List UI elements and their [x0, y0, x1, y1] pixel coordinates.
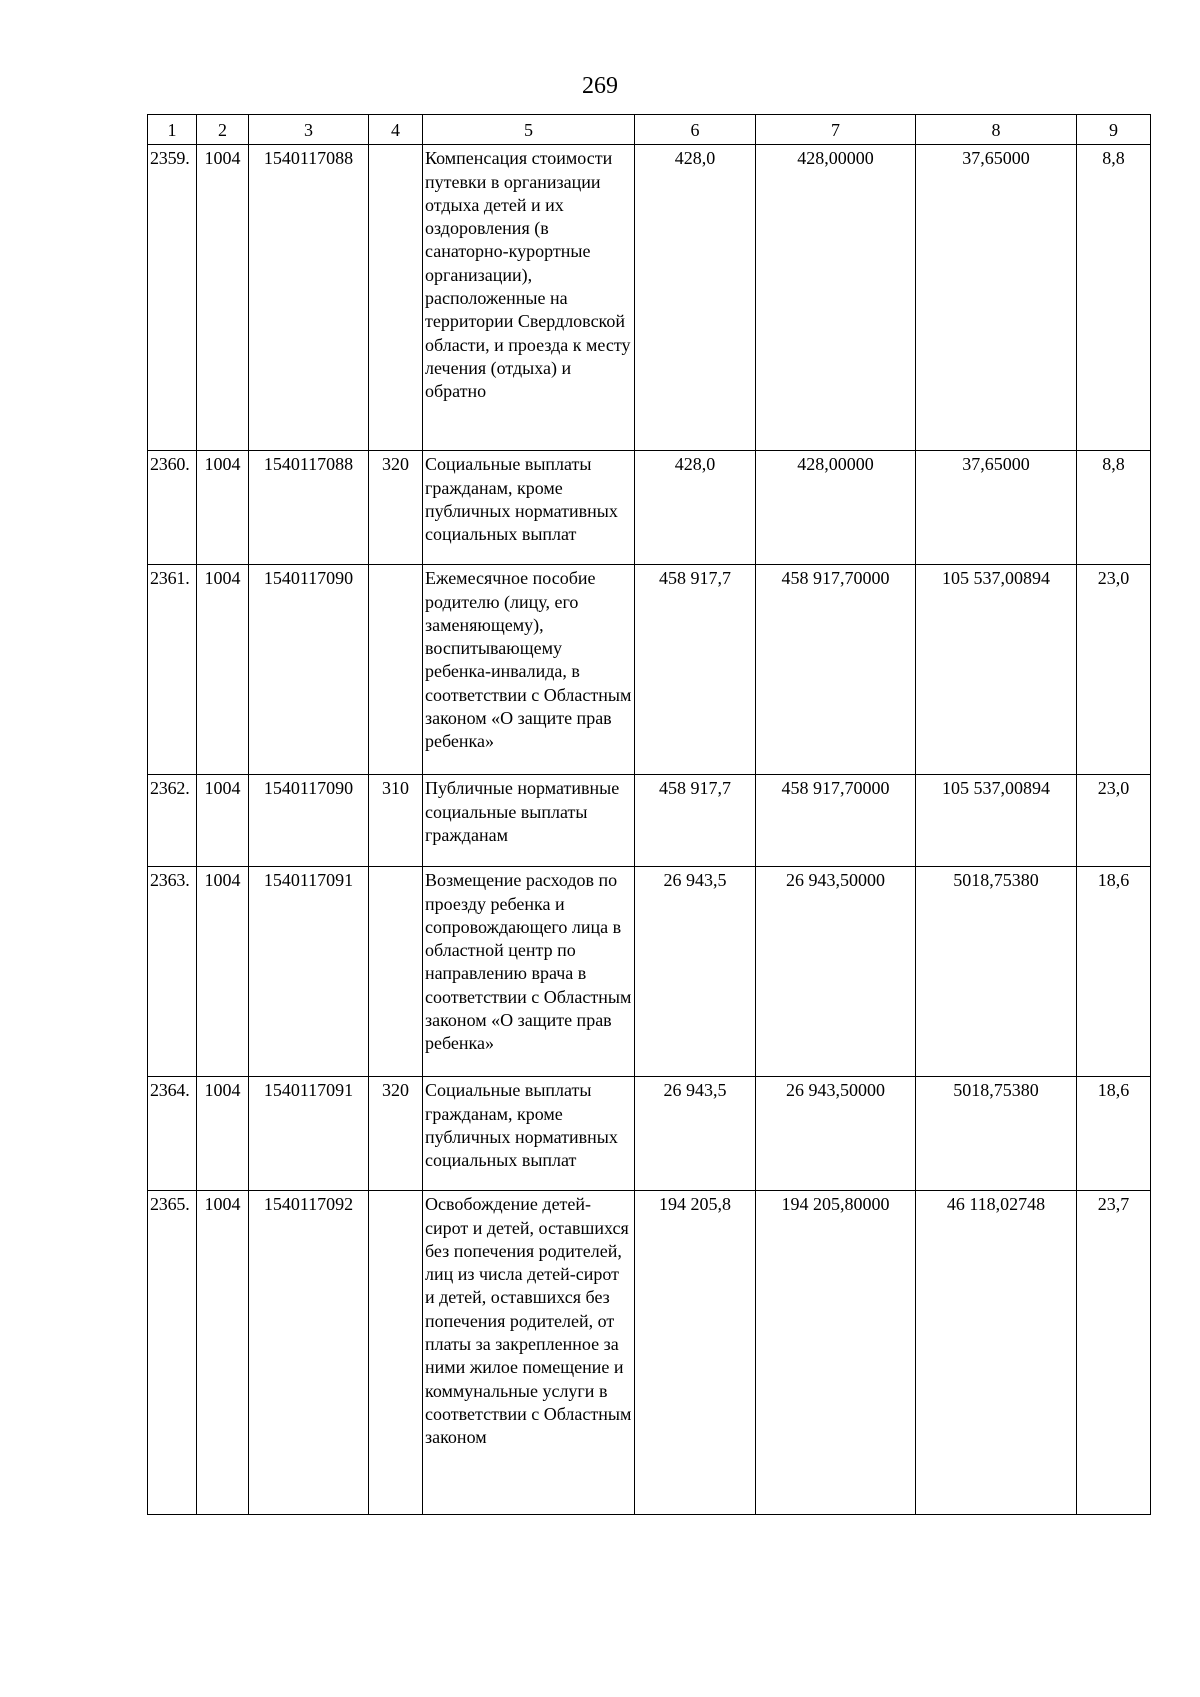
page-number: 269 — [582, 73, 618, 99]
value-col-9: 23,0 — [1077, 565, 1151, 775]
value-col-6: 428,0 — [635, 145, 756, 451]
budget-table — [147, 114, 1151, 1515]
row-number: 2365. — [148, 1191, 197, 1515]
table-row — [148, 867, 1151, 1077]
value-col-9: 18,6 — [1077, 867, 1151, 1077]
item-name: Ежемесячное пособие родителю (лицу, его заменяющему), воспитывающему ребенка-инвалида, в соответствии с Областным законом «О защите прав ребенка» — [423, 565, 635, 775]
column-header: 5 — [423, 115, 635, 145]
row-number: 2360. — [148, 451, 197, 565]
row-number: 2363. — [148, 867, 197, 1077]
column-header: 8 — [916, 115, 1077, 145]
expense-type-code — [369, 565, 423, 775]
column-header: 4 — [369, 115, 423, 145]
value-col-7: 26 943,50000 — [756, 1077, 916, 1191]
section-code: 1004 — [197, 145, 249, 451]
expense-type-code: 310 — [369, 775, 423, 867]
item-name: Освобождение детей-сирот и детей, оставшихся без попечения родителей, лиц из числа детей-сирот и детей, оставшихся без попечения родителей, от платы за закрепленное за ними жилое помещение и коммунальные услуги в соответствии с Областным законом — [423, 1191, 635, 1515]
header-row — [148, 115, 1151, 145]
value-col-8: 46 118,02748 — [916, 1191, 1077, 1515]
target-article-code: 1540117088 — [249, 451, 369, 565]
value-col-9: 8,8 — [1077, 145, 1151, 451]
column-header: 2 — [197, 115, 249, 145]
item-name: Возмещение расходов по проезду ребенка и сопровождающего лица в областной центр по направлению врача в соответствии с Областным законом «О защите прав ребенка» — [423, 867, 635, 1077]
table-row — [148, 775, 1151, 867]
value-col-6: 194 205,8 — [635, 1191, 756, 1515]
column-header: 9 — [1077, 115, 1151, 145]
table-row — [148, 145, 1151, 451]
item-name: Социальные выплаты гражданам, кроме публичных нормативных социальных выплат — [423, 1077, 635, 1191]
table-row — [148, 565, 1151, 775]
row-number: 2362. — [148, 775, 197, 867]
value-col-9: 8,8 — [1077, 451, 1151, 565]
target-article-code: 1540117090 — [249, 565, 369, 775]
expense-type-code — [369, 1191, 423, 1515]
item-name: Социальные выплаты гражданам, кроме публичных нормативных социальных выплат — [423, 451, 635, 565]
row-number: 2359. — [148, 145, 197, 451]
value-col-8: 37,65000 — [916, 145, 1077, 451]
value-col-6: 428,0 — [635, 451, 756, 565]
table-row — [148, 1191, 1151, 1515]
value-col-8: 105 537,00894 — [916, 775, 1077, 867]
value-col-6: 26 943,5 — [635, 1077, 756, 1191]
table-row — [148, 1077, 1151, 1191]
value-col-9: 23,7 — [1077, 1191, 1151, 1515]
expense-type-code — [369, 145, 423, 451]
value-col-7: 428,00000 — [756, 145, 916, 451]
value-col-8: 5018,75380 — [916, 1077, 1077, 1191]
value-col-7: 458 917,70000 — [756, 565, 916, 775]
item-name: Публичные нормативные социальные выплаты гражданам — [423, 775, 635, 867]
value-col-7: 194 205,80000 — [756, 1191, 916, 1515]
value-col-7: 458 917,70000 — [756, 775, 916, 867]
target-article-code: 1540117090 — [249, 775, 369, 867]
target-article-code: 1540117091 — [249, 867, 369, 1077]
expense-type-code: 320 — [369, 451, 423, 565]
value-col-6: 458 917,7 — [635, 775, 756, 867]
column-header: 6 — [635, 115, 756, 145]
value-col-7: 26 943,50000 — [756, 867, 916, 1077]
value-col-9: 18,6 — [1077, 1077, 1151, 1191]
column-header: 1 — [148, 115, 197, 145]
target-article-code: 1540117091 — [249, 1077, 369, 1191]
value-col-8: 5018,75380 — [916, 867, 1077, 1077]
table-row — [148, 451, 1151, 565]
expense-type-code — [369, 867, 423, 1077]
target-article-code: 1540117092 — [249, 1191, 369, 1515]
value-col-8: 105 537,00894 — [916, 565, 1077, 775]
target-article-code: 1540117088 — [249, 145, 369, 451]
value-col-6: 26 943,5 — [635, 867, 756, 1077]
value-col-7: 428,00000 — [756, 451, 916, 565]
item-name: Компенсация стоимости путевки в организации отдыха детей и их оздоровления (в санаторно-курортные организации), расположенные на территории Свердловской области, и проезда к месту лечения (отдыха) и обратно — [423, 145, 635, 451]
section-code: 1004 — [197, 1077, 249, 1191]
column-header: 3 — [249, 115, 369, 145]
section-code: 1004 — [197, 775, 249, 867]
section-code: 1004 — [197, 867, 249, 1077]
section-code: 1004 — [197, 565, 249, 775]
section-code: 1004 — [197, 451, 249, 565]
expense-type-code: 320 — [369, 1077, 423, 1191]
row-number: 2364. — [148, 1077, 197, 1191]
column-header: 7 — [756, 115, 916, 145]
value-col-8: 37,65000 — [916, 451, 1077, 565]
value-col-6: 458 917,7 — [635, 565, 756, 775]
row-number: 2361. — [148, 565, 197, 775]
section-code: 1004 — [197, 1191, 249, 1515]
value-col-9: 23,0 — [1077, 775, 1151, 867]
